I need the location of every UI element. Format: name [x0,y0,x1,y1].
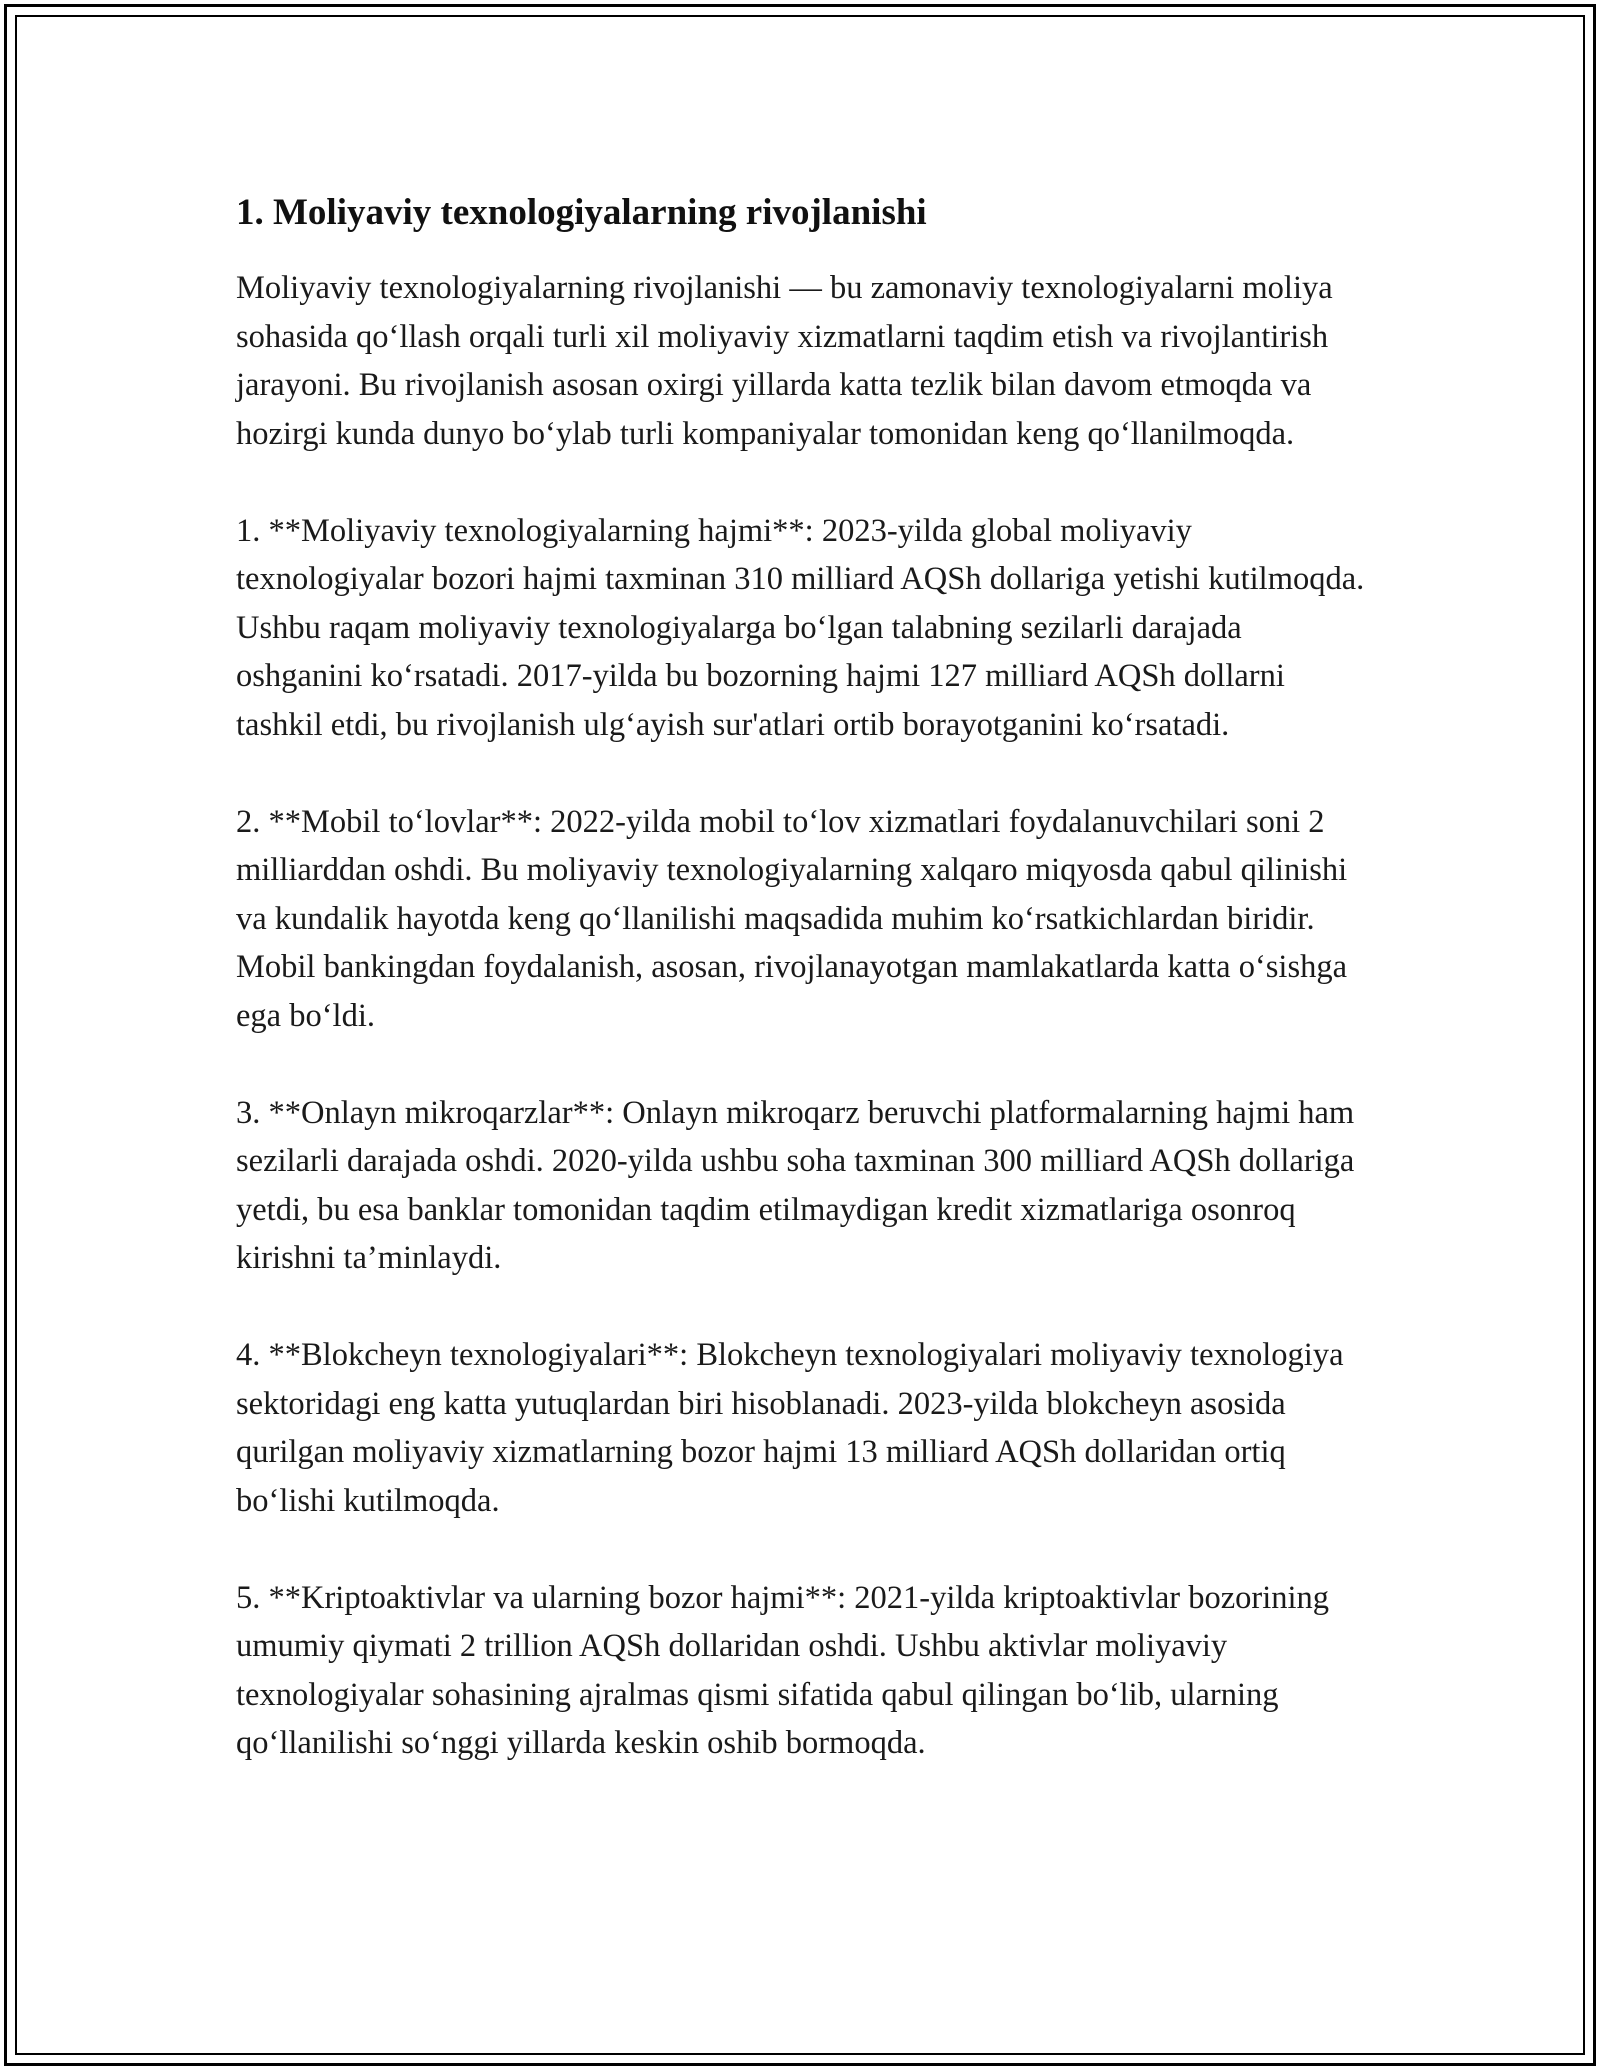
list-item-1: 1. **Moliyaviy texnologiyalarning hajmi**: 2023-yilda global moliyaviy texnologiyalar bozori hajmi taxminan 310 milliard AQSh dollariga yetishi kutilmoqda. Ushbu raqam moliyaviy texnologiyalarga bo‘lgan talabning sezilarli darajada oshganini ko‘rsatadi. 2017-yilda bu bozorning hajmi 127 milliard AQSh dollarni tashkil etdi, bu rivojlanish ulg‘ayish sur'atlari ortib borayotganini ko‘rsatadi. [236,512,1365,743]
section-heading: 1. Moliyaviy texnologiyalarning rivojlanishi [236,192,927,233]
document-body [236,186,1376,1768]
list-item-2: 2. **Mobil to‘lovlar**: 2022-yilda mobil to‘lov xizmatlari foydalanuvchilari soni 2 milliarddan oshdi. Bu moliyaviy texnologiyalarning xalqaro miqyosda qabul qilinishi va kundalik hayotda keng qo‘llanilishi maqsadida muhim ko‘rsatkichlardan biridir. Mobil bankingdan foydalanish, asosan, rivojlanayotgan mamlakatlarda katta o‘sishga ega bo‘ldi. [236,803,1348,1034]
list-item-4: 4. **Blokcheyn texnologiyalari**: Blokcheyn texnologiyalari moliyaviy texnologiya sektoridagi eng katta yutuqlardan biri hisoblanadi. 2023-yilda blokcheyn asosida qurilgan moliyaviy xizmatlarning bozor hajmi 13 milliard AQSh dollaridan ortiq bo‘lishi kutilmoqda. [236,1337,1344,1519]
list-item-3: 3. **Onlayn mikroqarzlar**: Onlayn mikroqarz beruvchi platformalarning hajmi ham sezilarli darajada oshdi. 2020-yilda ushbu soha taxminan 300 milliard AQSh dollariga yetdi, bu esa banklar tomonidan taqdim etilmaydigan kredit xizmatlariga osonroq kirishni ta’minlaydi. [236,1094,1355,1276]
list-item-5: 5. **Kriptoaktivlar va ularning bozor hajmi**: 2021-yilda kriptoaktivlar bozorining umumiy qiymati 2 trillion AQSh dollaridan oshdi. Ushbu aktivlar moliyaviy texnologiyalar sohasining ajralmas qismi sifatida qabul qilingan bo‘lib, ularning qo‘llanilishi so‘nggi yillarda keskin oshib bormoqda. [236,1579,1330,1761]
intro-paragraph: Moliyaviy texnologiyalarning rivojlanishi — bu zamonaviy texnologiyalarni moliya sohasida qo‘llash orqali turli xil moliyaviy xizmatlarni taqdim etish va rivojlantirish jarayoni. Bu rivojlanish asosan oxirgi yillarda katta tezlik bilan davom etmoqda va hozirgi kunda dunyo bo‘ylab turli kompaniyalar tomonidan keng qo‘llanilmoqda. [236,270,1333,452]
